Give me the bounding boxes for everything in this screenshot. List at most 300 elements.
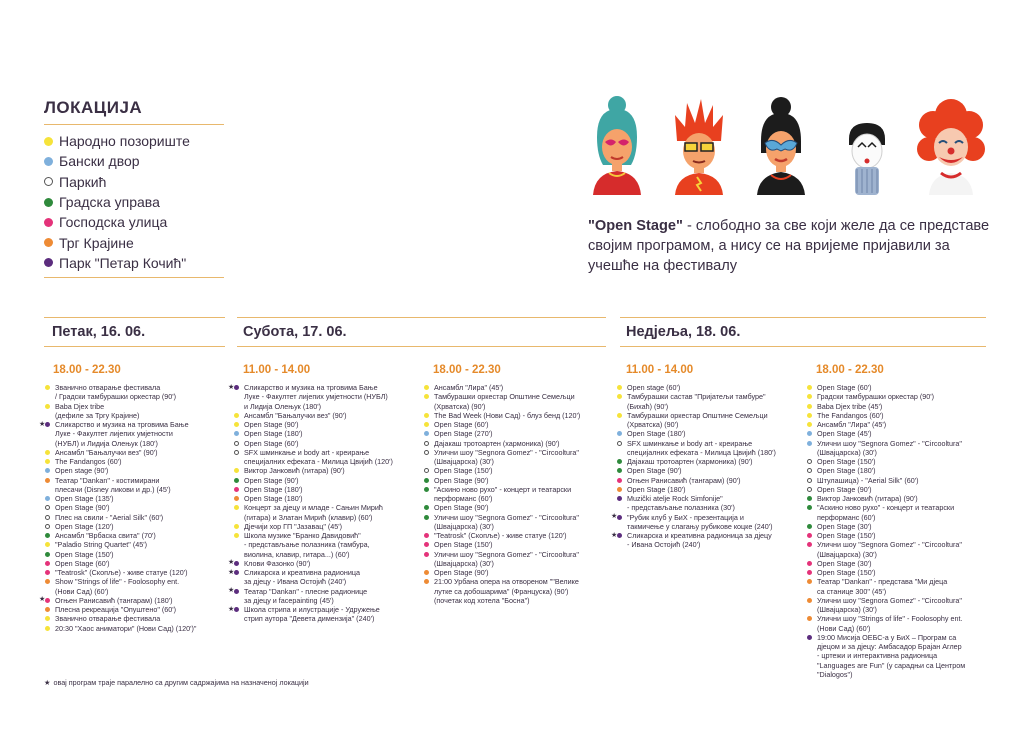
program-text: Open Stage (135') xyxy=(55,494,114,503)
location-dot-icon xyxy=(424,422,429,427)
program-line xyxy=(806,392,1001,401)
location-dot-icon xyxy=(807,422,812,427)
location-dot-icon xyxy=(234,422,239,427)
program-text: Ансамбл "Врбаска свита" (70') xyxy=(55,531,156,540)
program-line xyxy=(233,614,423,623)
legend-item xyxy=(44,151,224,171)
location-dot-icon xyxy=(44,258,53,267)
program-text: (Швајцарска) (30') xyxy=(817,605,877,614)
location-dot-icon xyxy=(234,478,239,483)
location-dot-icon xyxy=(44,198,53,207)
saturday-evening-program xyxy=(423,383,613,605)
program-text: Open Stage (180') xyxy=(627,484,686,494)
legend-item-label: Парк "Петар Кочић" xyxy=(59,254,187,271)
program-text: Open Stage (90') xyxy=(55,503,110,513)
location-dot-icon xyxy=(617,468,622,473)
parallel-star-icon: ★ xyxy=(228,559,235,567)
parallel-star-icon: ★ xyxy=(611,513,618,520)
open-stage-text: - слободно за све који желе да се представе својим програмом, а нису се на вријеме пријавили за учешће на фестивалу xyxy=(588,218,990,274)
legend-item-label: Паркић xyxy=(59,173,107,190)
program-text: (Швајцарска) (30') xyxy=(434,521,494,531)
program-line xyxy=(233,420,423,429)
program-line xyxy=(806,670,1001,679)
program-line xyxy=(806,614,1001,623)
program-text: Дјечији хор ГП "Јазавац" (45') xyxy=(244,521,343,531)
location-dot-icon xyxy=(807,413,812,418)
legend-item-label: Трг Крајине xyxy=(59,234,134,251)
mime-icon xyxy=(835,95,899,195)
location-dot-icon xyxy=(234,487,239,492)
column-1-time: 18.00 - 22.30 xyxy=(53,364,121,376)
program-text: Open Stage (45') xyxy=(817,429,872,439)
program-line xyxy=(616,476,806,485)
program-text: Show "Strings of life" - Foolosophy ent. xyxy=(55,577,180,587)
program-line xyxy=(44,429,234,438)
location-dot-icon xyxy=(45,552,50,557)
program-line xyxy=(44,494,234,503)
program-text: са станице 300" (45') xyxy=(817,586,887,596)
program-text: Сликарска и креативна радионица xyxy=(244,568,360,577)
program-line xyxy=(616,383,806,392)
program-text: Дајакаш тротоартен (хармоника) (90') xyxy=(627,457,753,466)
location-dot-icon xyxy=(45,607,50,612)
program-line xyxy=(806,466,1001,475)
program-text: Open Stage (90') xyxy=(627,466,682,476)
program-text: Open Stage (30') xyxy=(817,558,872,568)
location-dot-icon xyxy=(45,404,50,409)
program-line xyxy=(39,420,234,429)
program-line xyxy=(39,595,234,605)
program-text: Open Stage (150') xyxy=(434,540,493,550)
program-line xyxy=(423,587,613,596)
location-dot-icon xyxy=(234,413,239,418)
program-text: за дјецу - Ивана Остојић (240') xyxy=(244,577,347,587)
program-line xyxy=(44,605,234,614)
program-text: плесачи (Disney ликови и др.) (45') xyxy=(55,484,171,494)
program-line xyxy=(423,485,613,494)
program-text: "Teatrosk" (Скопље) - живе статуе (120') xyxy=(55,568,188,577)
program-text: "Аскино ново рухо" - концерт и театарски xyxy=(817,503,955,513)
location-dot-icon xyxy=(807,542,812,547)
program-line xyxy=(44,568,234,577)
program-text: Сликарска и креативна радионица за дјецу xyxy=(627,531,772,540)
location-dot-icon xyxy=(424,487,429,492)
program-line xyxy=(44,457,234,466)
program-text: Клови Фазонко (90') xyxy=(244,558,311,568)
flame-hair-man-icon xyxy=(667,95,731,195)
location-dot-icon xyxy=(807,441,812,446)
program-line xyxy=(44,550,234,559)
program-line xyxy=(233,596,423,605)
program-line xyxy=(233,494,423,503)
location-dot-icon xyxy=(44,238,53,247)
program-text: / Градски тамбурашки оркестар (90') xyxy=(55,392,177,402)
location-dot-icon xyxy=(424,478,429,483)
program-line xyxy=(233,466,423,475)
program-line xyxy=(806,420,1001,429)
program-line xyxy=(233,522,423,531)
friday-evening-program xyxy=(39,383,234,633)
program-line xyxy=(806,577,1001,586)
program-line xyxy=(616,439,806,448)
program-text: Улични шоу "Segnora Gomez" - "Circooltura" xyxy=(434,447,579,457)
program-text: Плесна рекреација "Опуштено" (60') xyxy=(55,605,177,614)
location-dot-icon xyxy=(807,385,812,390)
program-line xyxy=(806,568,1001,577)
program-text: Open Stage (60') xyxy=(434,420,489,429)
program-line xyxy=(616,402,806,411)
program-text: Open Stage (270') xyxy=(434,429,493,439)
program-text: перформанс (60') xyxy=(434,494,493,503)
program-text: Улични шоу "Segnora Gomez" - "Circooltura" xyxy=(817,540,962,550)
program-line xyxy=(611,531,806,540)
program-line xyxy=(806,633,1001,642)
location-dot-icon xyxy=(807,487,812,492)
program-text: Улични шоу "Segnora Gomez" - "Circooltura" xyxy=(817,438,962,448)
program-text: Open Stage (90') xyxy=(434,568,489,577)
program-line xyxy=(806,448,1001,457)
program-line xyxy=(233,550,423,559)
program-text: "Languages are Fun" (у сарадњи са Центром xyxy=(817,660,966,670)
location-dot-icon xyxy=(234,589,239,594)
program-text: SFX шминкање и body art - креирање xyxy=(244,447,370,457)
footnote-text: овај програм траје паралелно са другим садржајима на назначеној локацији xyxy=(53,678,309,687)
program-line xyxy=(616,429,806,438)
program-text: The Bad Week (Нови Сад) - блуз бенд (120') xyxy=(434,410,581,420)
program-text: Open Stage (90') xyxy=(244,420,299,429)
program-line xyxy=(228,605,423,614)
program-line xyxy=(806,476,1001,485)
program-text: 19:00 Мисија ОЕБС-а у БиХ – Програм са xyxy=(817,632,957,642)
program-line xyxy=(806,439,1001,448)
program-text: "Teatrosk" (Скопље) - живе статуе (120') xyxy=(434,531,567,540)
location-dot-icon xyxy=(424,533,429,538)
program-text: Виктор Јанковић (гитара) (90') xyxy=(244,466,345,476)
program-text: Улични шоу "Segnora Gomez" - "Circooltura" xyxy=(817,595,962,605)
saturday-morning-program xyxy=(228,383,423,624)
program-line xyxy=(233,503,423,512)
program-text: Школа стрипа и илустрације - Удружење xyxy=(244,605,380,614)
program-line xyxy=(44,513,234,522)
program-line xyxy=(44,411,234,420)
program-text: (Нови Сад) (60') xyxy=(55,586,109,596)
program-text: Сликарство и музика на трговима Бање xyxy=(55,420,189,429)
location-dot-icon xyxy=(45,524,50,529)
program-line xyxy=(44,624,234,633)
program-line xyxy=(423,383,613,392)
program-line xyxy=(616,540,806,549)
legend-item xyxy=(44,192,224,212)
location-dot-icon xyxy=(45,459,50,464)
program-line xyxy=(228,568,423,577)
location-dot-icon xyxy=(424,579,429,584)
location-dot-icon xyxy=(45,450,50,455)
program-text: Тамбурашки састав "Пријатељи тамбуре" xyxy=(627,392,766,402)
program-text: Сликарство и музика на трговима Бање xyxy=(244,383,378,392)
location-dot-icon xyxy=(45,515,50,520)
program-text: Open Stage (30') xyxy=(817,521,872,531)
program-text: Театар "Dankan" - плесне радионице xyxy=(244,586,368,596)
program-text: "Рубик клуб у БиХ - презентација и xyxy=(627,512,744,522)
program-line xyxy=(806,559,1001,568)
program-text: Open Stage (180') xyxy=(627,429,686,439)
location-dot-icon xyxy=(234,533,239,538)
program-line xyxy=(423,550,613,559)
location-dot-icon xyxy=(807,394,812,399)
clown-icon xyxy=(915,95,987,195)
program-line xyxy=(44,448,234,457)
program-line xyxy=(806,411,1001,420)
program-text: Open Stage (180') xyxy=(244,429,303,439)
program-line xyxy=(228,586,423,596)
program-line xyxy=(423,448,613,457)
program-text: Open Stage (150') xyxy=(817,457,876,466)
program-line xyxy=(806,642,1001,651)
location-dot-icon xyxy=(617,459,622,464)
program-text: Штулашица) - "Aerial Silk" (60') xyxy=(817,475,919,485)
program-text: (НУБЛ) и Лидија Олењук (180') xyxy=(55,438,158,448)
location-dot-icon xyxy=(45,626,50,631)
program-line xyxy=(616,466,806,475)
program-line xyxy=(423,429,613,438)
location-dot-icon xyxy=(45,542,50,547)
program-line xyxy=(423,420,613,429)
program-line xyxy=(616,392,806,401)
location-dot-icon xyxy=(424,515,429,520)
location-dot-icon xyxy=(45,385,50,390)
location-dot-icon xyxy=(807,478,812,483)
program-line xyxy=(423,392,613,401)
parallel-star-icon: ★ xyxy=(228,383,235,391)
program-line xyxy=(423,494,613,503)
location-dot-icon xyxy=(45,478,50,483)
location-dot-icon xyxy=(807,431,812,436)
location-dot-icon xyxy=(807,579,812,584)
program-line xyxy=(44,383,234,392)
program-line xyxy=(616,448,806,457)
location-dot-icon xyxy=(617,515,622,520)
footnote xyxy=(44,678,309,687)
program-line xyxy=(44,522,234,531)
program-text: за дјецу и facepainting (45') xyxy=(244,595,334,605)
location-dot-icon xyxy=(234,450,239,455)
location-dot-icon xyxy=(44,137,53,146)
location-dot-icon xyxy=(807,616,812,621)
program-text: Огњен Ранисавић (тангарам) (180') xyxy=(55,595,173,605)
parallel-star-icon: ★ xyxy=(611,531,618,539)
day-header-sunday: Недјеља, 18. 06. xyxy=(620,317,986,347)
program-line xyxy=(611,512,806,522)
program-text: Дајакаш тротоартен (хармоника) (90') xyxy=(434,438,560,448)
program-line xyxy=(806,587,1001,596)
program-line xyxy=(806,503,1001,512)
program-text: (Хрватска) (90') xyxy=(434,401,486,411)
location-dot-icon xyxy=(807,598,812,603)
legend-item xyxy=(44,172,224,192)
location-dot-icon xyxy=(807,524,812,529)
program-text: Огњен Ранисавић (тангарам) (90') xyxy=(627,475,741,485)
program-text: "Paladio String Quartet" (45') xyxy=(55,540,147,550)
location-dot-icon xyxy=(424,570,429,575)
program-text: 21:00 Урбана опера на отвореном ""Велике xyxy=(434,577,579,587)
location-dot-icon xyxy=(807,496,812,501)
program-text: Ансамбл "Лира" (45') xyxy=(434,383,504,392)
program-text: (Хрватска) (90') xyxy=(627,420,679,429)
program-text: Muzički atelje Rock Simfonije" xyxy=(627,494,723,503)
program-text: и Лидија Олењук (180') xyxy=(244,401,321,411)
program-line xyxy=(423,411,613,420)
program-line xyxy=(806,661,1001,670)
location-dot-icon xyxy=(807,533,812,538)
program-line xyxy=(233,411,423,420)
program-line xyxy=(616,411,806,420)
program-text: SFX шминкање и body art - креирање xyxy=(627,438,753,448)
program-text: Ансамбл "Бањалучки вез" (90') xyxy=(55,447,158,457)
program-line xyxy=(233,457,423,466)
location-dot-icon xyxy=(617,394,622,399)
program-text: Тамбурашки оркестар Општине Семељци xyxy=(434,392,575,402)
location-dot-icon xyxy=(234,431,239,436)
location-dot-icon xyxy=(234,561,239,566)
program-line xyxy=(616,457,806,466)
legend-item-label: Бански двор xyxy=(59,153,140,170)
program-line xyxy=(233,540,423,549)
program-text: Open stage (90') xyxy=(55,466,109,476)
legend-item xyxy=(44,253,224,273)
program-line xyxy=(806,457,1001,466)
program-text: перформанс (60') xyxy=(817,512,876,522)
column-5-time: 18.00 - 22.30 xyxy=(816,364,884,376)
program-text: Open Stage (150') xyxy=(817,531,876,540)
program-line xyxy=(806,485,1001,494)
location-legend xyxy=(44,98,224,278)
location-dot-icon xyxy=(807,635,812,640)
column-2-time: 11.00 - 14.00 xyxy=(243,364,311,376)
program-text: Концерт за дјецу и младе - Сањин Мирић xyxy=(244,503,383,513)
program-line xyxy=(44,577,234,586)
program-text: Плес на свили - "Aerial Silk" (60') xyxy=(55,512,164,522)
program-text: Улични шоу "Segnora Gomez" - "Circooltura" xyxy=(434,549,579,559)
program-line xyxy=(44,392,234,401)
program-line xyxy=(423,577,613,586)
location-dot-icon xyxy=(234,441,239,446)
program-text: (Швајцарска) (30') xyxy=(434,558,494,568)
program-line xyxy=(806,540,1001,549)
program-line xyxy=(44,466,234,475)
program-line xyxy=(806,624,1001,633)
location-dot-icon xyxy=(234,468,239,473)
program-line xyxy=(423,402,613,411)
location-dot-icon xyxy=(45,561,50,566)
location-dot-icon xyxy=(424,394,429,399)
location-dot-icon xyxy=(44,177,53,186)
program-text: стрип аутора "Девета димензија" (240') xyxy=(244,614,375,624)
program-line xyxy=(616,503,806,512)
program-line xyxy=(233,531,423,540)
program-line xyxy=(423,559,613,568)
location-dot-icon xyxy=(234,524,239,529)
program-line xyxy=(616,494,806,503)
program-line xyxy=(806,383,1001,392)
legend-title: ЛОКАЦИЈА xyxy=(44,98,224,125)
legend-item xyxy=(44,212,224,232)
column-3-time: 18.00 - 22.30 xyxy=(433,364,501,376)
location-dot-icon xyxy=(617,441,622,446)
program-text: виолина, клавир, гитара...) (60') xyxy=(244,549,350,559)
program-text: Улични шоу "Segnora Gomez" - "Circooltura" xyxy=(434,512,579,522)
program-line xyxy=(233,429,423,438)
program-line xyxy=(616,522,806,531)
program-line xyxy=(423,568,613,577)
program-text: специјалних ефеката - Милица Цвијић (120') xyxy=(244,457,393,466)
parallel-star-icon: ★ xyxy=(228,605,235,613)
sunday-evening-program xyxy=(806,383,1001,679)
program-line xyxy=(806,429,1001,438)
location-dot-icon xyxy=(424,505,429,510)
program-text: (Швајцарска) (30') xyxy=(434,457,494,466)
location-dot-icon xyxy=(424,542,429,547)
program-text: Open Stage (180') xyxy=(817,466,876,476)
program-text: "Dialogos") xyxy=(817,669,853,679)
teal-hair-woman-icon xyxy=(585,95,649,195)
parallel-star-icon: ★ xyxy=(39,420,46,428)
location-dot-icon xyxy=(617,478,622,483)
program-line xyxy=(806,596,1001,605)
program-line xyxy=(233,402,423,411)
location-dot-icon xyxy=(424,413,429,418)
day-header-saturday: Субота, 17. 06. xyxy=(237,317,606,347)
program-text: (Швајцарска) (30') xyxy=(817,447,877,457)
program-text: Baba Djex tribe xyxy=(55,401,105,411)
program-line xyxy=(44,540,234,549)
program-line xyxy=(44,485,234,494)
program-text: The Fandangos (60') xyxy=(55,457,122,466)
location-dot-icon xyxy=(617,533,622,538)
location-dot-icon xyxy=(807,404,812,409)
location-dot-icon xyxy=(617,496,622,501)
program-text: Улични шоу "Strings of life" - Foolosophy ent. xyxy=(817,614,963,624)
program-line xyxy=(423,503,613,512)
location-dot-icon xyxy=(424,552,429,557)
location-dot-icon xyxy=(807,468,812,473)
location-dot-icon xyxy=(424,468,429,473)
location-dot-icon xyxy=(424,431,429,436)
legend-list xyxy=(44,131,224,273)
program-text: (Нови Сад) (60') xyxy=(817,623,871,633)
program-line xyxy=(233,485,423,494)
program-line xyxy=(423,596,613,605)
program-text: (Бихаћ) (90') xyxy=(627,401,669,411)
open-stage-title: "Open Stage" xyxy=(588,218,683,234)
parallel-star-icon: ★ xyxy=(228,568,235,576)
program-line xyxy=(44,402,234,411)
program-text: Школа музике "Бранко Давидовић" xyxy=(244,531,361,540)
location-dot-icon xyxy=(617,487,622,492)
program-line xyxy=(806,522,1001,531)
program-text: лутке са добошарима" (Француска) (90') xyxy=(434,586,569,596)
program-text: Open Stage (150') xyxy=(55,549,114,559)
location-dot-icon xyxy=(234,385,239,390)
location-dot-icon xyxy=(807,561,812,566)
program-line xyxy=(806,550,1001,559)
program-text: Ансамбл "Лира" (45') xyxy=(817,420,887,429)
program-line xyxy=(423,513,613,522)
location-dot-icon xyxy=(45,505,50,510)
open-stage-note xyxy=(588,216,998,276)
program-text: "Аскино ново рухо" - концерт и театарски xyxy=(434,484,572,494)
program-text: Open Stage (90') xyxy=(434,475,489,485)
program-text: Званично отварање фестивала xyxy=(55,614,161,624)
